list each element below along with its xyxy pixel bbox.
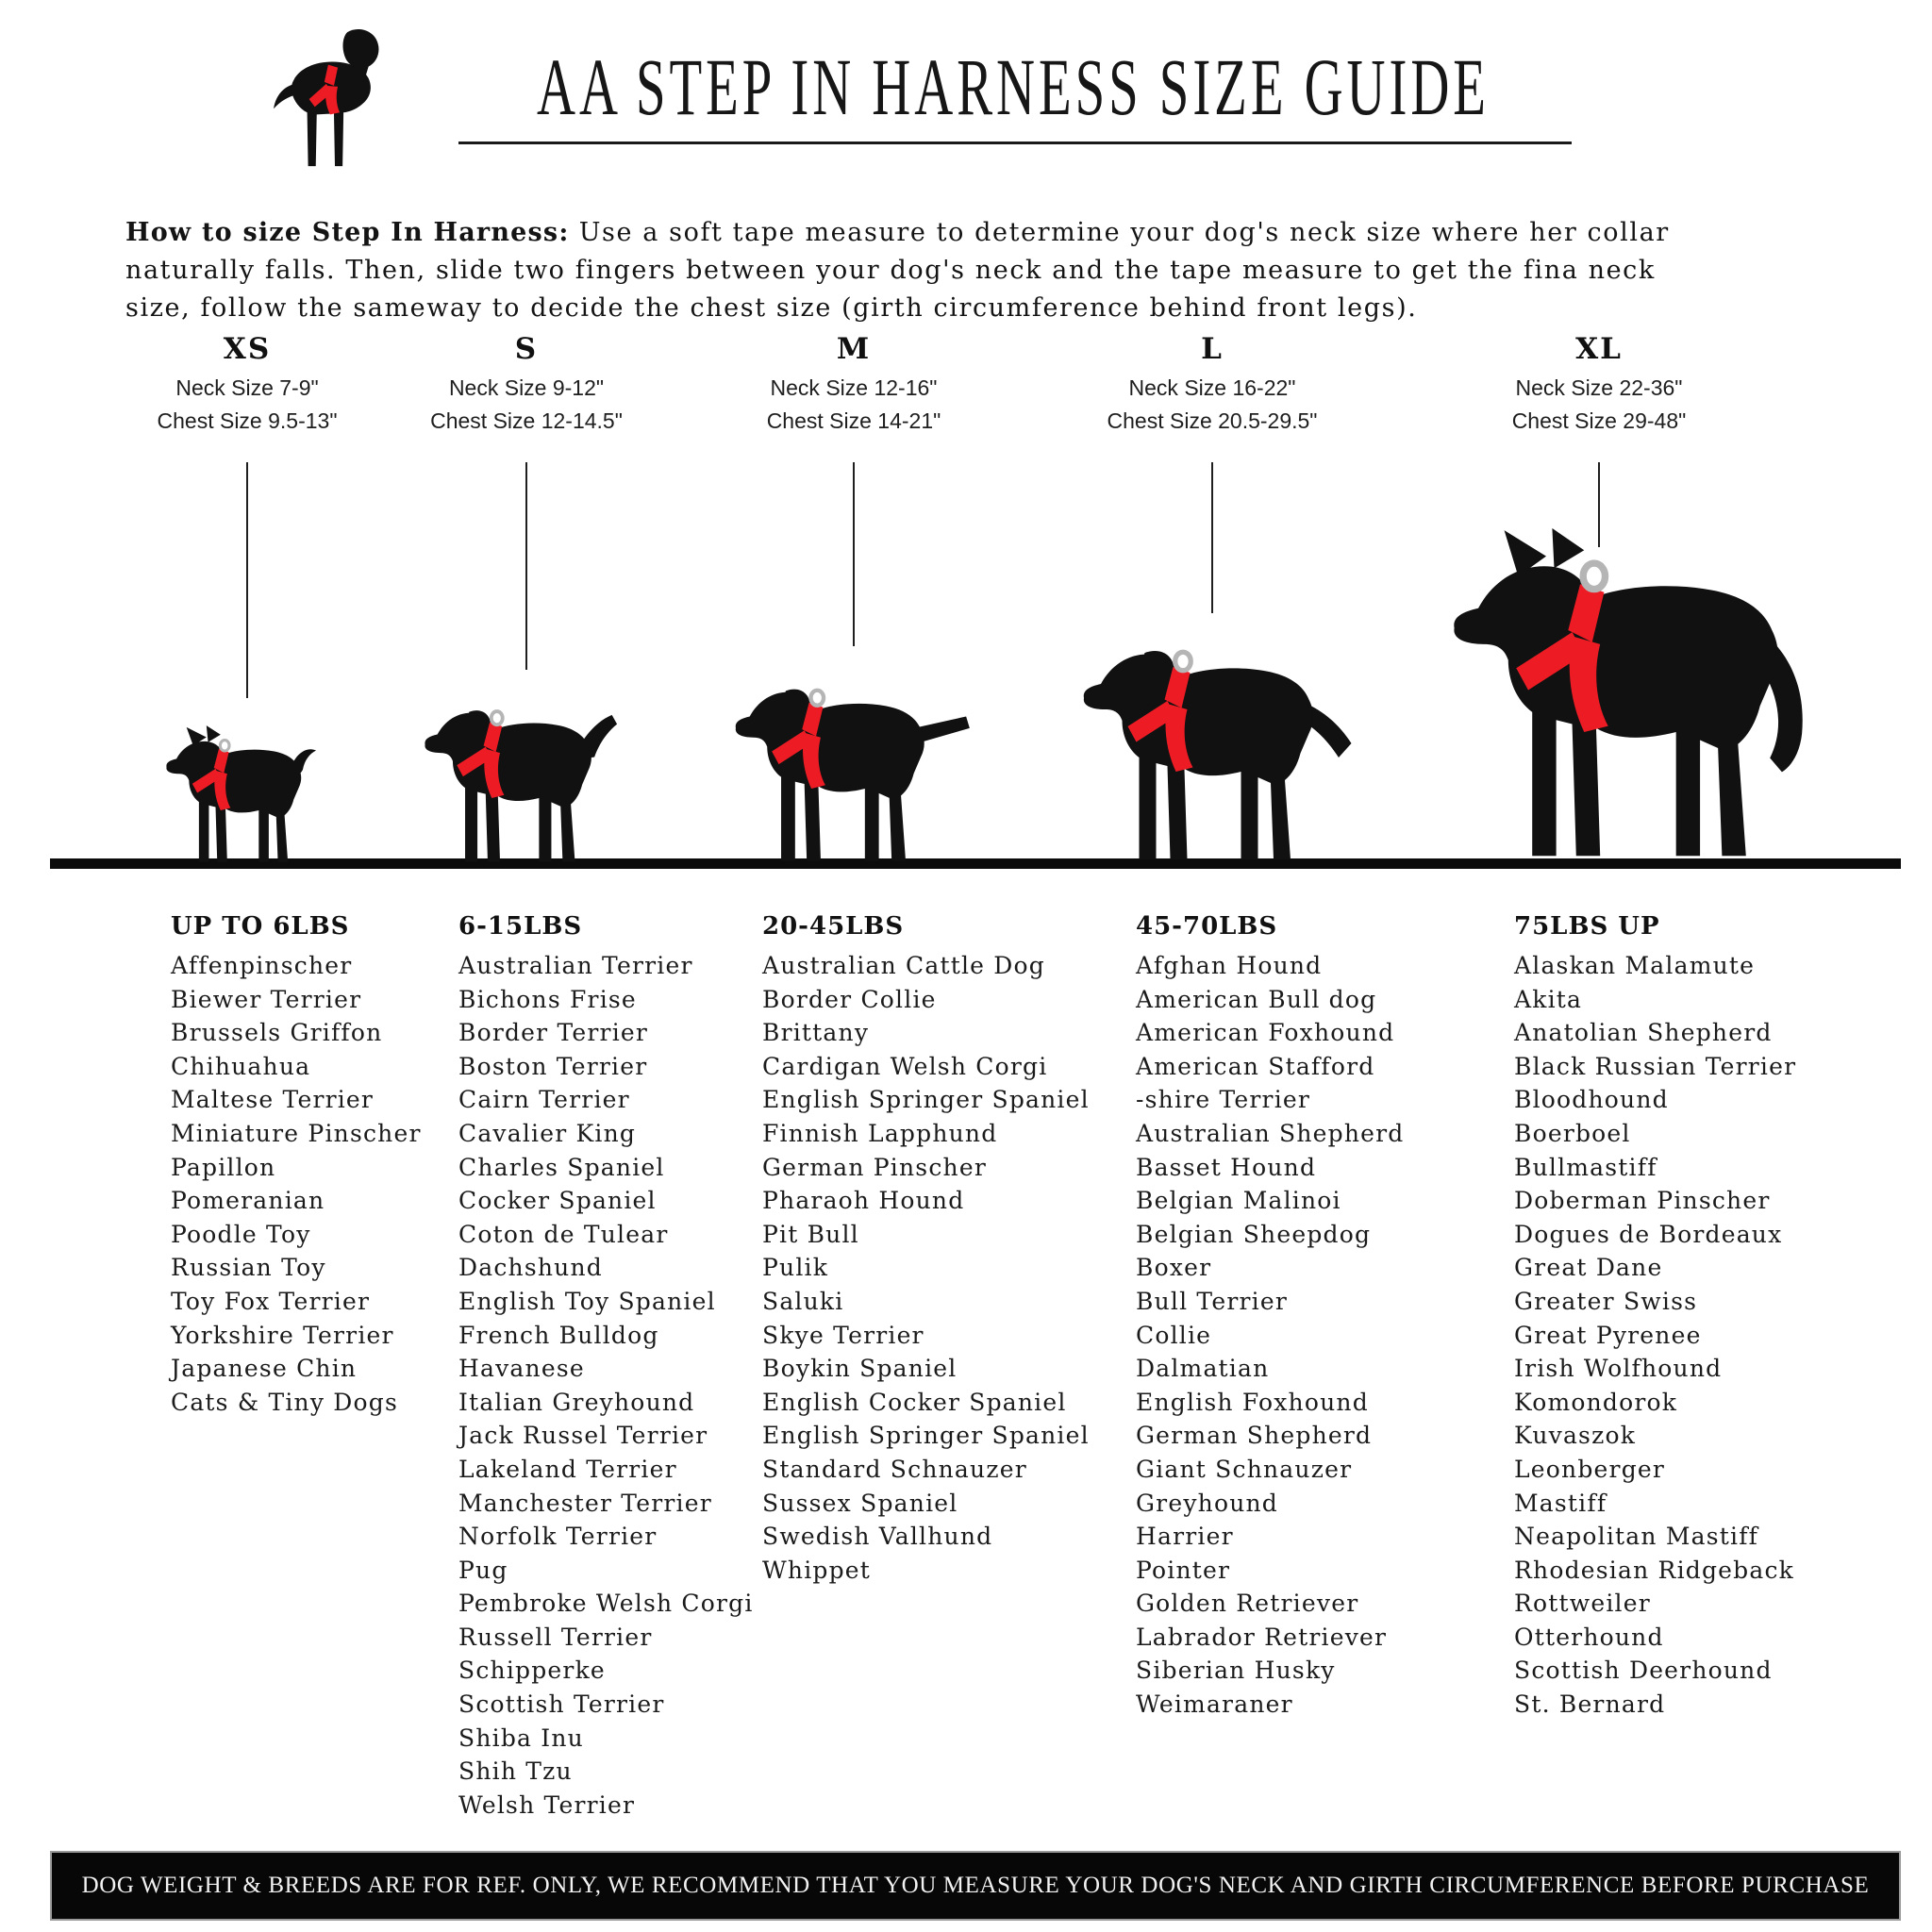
breed-item: Cocker Spaniel [458, 1187, 657, 1215]
breed-item: Akita [1514, 985, 1583, 1013]
harness-ring [1175, 652, 1191, 671]
breed-item: Sussex Spaniel [762, 1489, 958, 1517]
chest-size: Chest Size 9.5-13" [157, 408, 338, 433]
breed-item: Boerboel [1514, 1119, 1631, 1147]
breed-item: Cats & Tiny Dogs [171, 1388, 399, 1416]
breed-item: Charles Spaniel [458, 1153, 665, 1181]
breed-item: Australian Cattle Dog [762, 952, 1045, 979]
weight-header: 75LBS UP [1514, 912, 1660, 941]
breed-item: Lakeland Terrier [458, 1455, 677, 1483]
weight-header: 45-70LBS [1136, 912, 1278, 941]
breed-item: Rottweiler [1514, 1590, 1651, 1618]
breeds-col-l [1136, 909, 1494, 1722]
weight-header: UP TO 6LBS [171, 912, 350, 941]
size-col-s [366, 332, 687, 437]
breed-item: Great Dane [1514, 1254, 1663, 1282]
breed-item: Chihuahua [171, 1052, 311, 1080]
breed-item: Greyhound [1136, 1489, 1278, 1517]
pointer-line-m [853, 462, 855, 646]
breed-item: Jack Russel Terrier [458, 1422, 708, 1450]
breed-item: Dogues de Bordeaux [1514, 1220, 1783, 1248]
breed-item: Bull Terrier [1136, 1287, 1288, 1315]
neck-size: Neck Size 16-22" [1128, 375, 1296, 400]
harness-ring [810, 691, 824, 706]
neck-size: Neck Size 22-36" [1515, 375, 1683, 400]
breed-item: Weimaraner [1136, 1690, 1293, 1719]
breed-item: Greater Swiss [1514, 1287, 1698, 1315]
how-to-body: Use a soft tape measure to determine your dog's neck size where her collar naturally falls. Then, slide two fingers between your dog's neck and the tape measure to get the fina neck size, follow the sameway to decide the chest size (girth circumference behind front legs). [125, 218, 1670, 323]
dog-silhouette-s-icon [421, 693, 637, 868]
breed-item: Pharaoh Hound [762, 1187, 965, 1215]
breed-item: Poodle Toy [171, 1220, 311, 1248]
breed-item: Otterhound [1514, 1623, 1664, 1651]
breed-item: English Cocker Spaniel [762, 1388, 1067, 1416]
size-col-xs [87, 332, 408, 437]
breed-item: Boxer [1136, 1254, 1212, 1282]
breed-item: Saluki [762, 1287, 844, 1315]
breed-item: Japanese Chin [171, 1355, 358, 1383]
breed-item: St. Bernard [1514, 1690, 1666, 1719]
breed-item: Doberman Pinscher [1514, 1187, 1771, 1215]
breed-item: Labrador Retriever [1136, 1623, 1388, 1651]
breed-item: Great Pyrenee [1514, 1321, 1702, 1349]
breed-item: Miniature Pinscher [171, 1119, 422, 1147]
dog-silhouette-l-icon [1078, 627, 1375, 868]
breed-item: -shire Terrier [1136, 1086, 1311, 1114]
weight-header: 20-45LBS [762, 912, 905, 941]
dog-silhouette-m-icon [731, 670, 975, 868]
breed-item: Papillon [171, 1153, 276, 1181]
pointer-line-xs [246, 462, 248, 698]
neck-size: Neck Size 12-16" [770, 375, 938, 400]
dog-silhouette-xl-icon [1446, 528, 1866, 868]
breed-item: Cavalier King [458, 1119, 637, 1147]
disclaimer-bar [50, 1851, 1901, 1921]
breed-item: Scottish Deerhound [1514, 1657, 1773, 1685]
breed-item: German Shepherd [1136, 1422, 1373, 1450]
size-label: XS [223, 332, 272, 366]
breed-item: Pug [458, 1556, 508, 1584]
harness-ring [220, 741, 229, 751]
breed-item: Leonberger [1514, 1455, 1666, 1483]
breed-item: Irish Wolfhound [1514, 1355, 1723, 1383]
breed-item: Kuvaszok [1514, 1422, 1637, 1450]
breed-item: Pomeranian [171, 1187, 325, 1215]
breed-item: Harrier [1136, 1523, 1234, 1551]
dog-silhouette-s [421, 693, 637, 868]
pointer-line-l [1211, 462, 1213, 613]
breed-item: Welsh Terrier [458, 1790, 636, 1819]
breed-item: English Toy Spaniel [458, 1287, 716, 1315]
breed-item: Skye Terrier [762, 1321, 924, 1349]
breed-item: Swedish Vallhund [762, 1523, 993, 1551]
page-title: AA STEP IN HARNESS SIZE GUIDE [537, 42, 1490, 132]
size-col-m [693, 332, 1014, 437]
breed-item: Pembroke Welsh Corgi [458, 1590, 754, 1618]
breed-item: Collie [1136, 1321, 1212, 1349]
breed-item: Anatolian Shepherd [1514, 1019, 1773, 1047]
breed-item: Komondorok [1514, 1388, 1678, 1416]
breed-item: Coton de Tulear [458, 1220, 669, 1248]
neck-size: Neck Size 9-12" [448, 375, 605, 400]
chest-size: Chest Size 20.5-29.5" [1107, 408, 1318, 433]
breed-list [1136, 949, 1494, 1722]
breed-item: Rhodesian Ridgeback [1514, 1556, 1795, 1584]
breed-item: Affenpinscher [171, 952, 353, 979]
harness-ring [1583, 563, 1605, 590]
chest-size: Chest Size 14-21" [766, 408, 941, 433]
breed-item: Brittany [762, 1019, 870, 1047]
breed-item: Scottish Terrier [458, 1690, 665, 1719]
chest-size: Chest Size 12-14.5" [430, 408, 623, 433]
breed-item: Italian Greyhound [458, 1388, 695, 1416]
breed-item: Cairn Terrier [458, 1086, 630, 1114]
breed-item: German Pinscher [762, 1153, 987, 1181]
breed-item: Boykin Spaniel [762, 1355, 958, 1383]
dog-silhouette-l [1078, 627, 1375, 868]
breed-item: Border Terrier [458, 1019, 649, 1047]
breed-item: Dalmatian [1136, 1355, 1270, 1383]
size-label: M [836, 332, 872, 366]
breed-item: Border Collie [762, 985, 937, 1013]
breed-item: American Foxhound [1136, 1019, 1395, 1047]
breed-item: Norfolk Terrier [458, 1523, 658, 1551]
how-to-lead: How to size Step In Harness: [125, 218, 570, 247]
breed-item: Toy Fox Terrier [171, 1287, 371, 1315]
breed-item: Brussels Griffon [171, 1019, 383, 1047]
breeds-col-m [762, 909, 1121, 1587]
breed-item: English Foxhound [1136, 1388, 1369, 1416]
breed-item: Cardigan Welsh Corgi [762, 1052, 1048, 1080]
breed-item: Shiba Inu [458, 1724, 584, 1752]
breed-item: Maltese Terrier [171, 1086, 375, 1114]
breed-item: Bullmastiff [1514, 1153, 1657, 1181]
size-col-l [1052, 332, 1373, 437]
breed-item: Shih Tzu [458, 1757, 573, 1786]
breed-item: Biewer Terrier [171, 985, 362, 1013]
weight-header: 6-15LBS [458, 912, 583, 941]
breed-item: Neapolitan Mastiff [1514, 1523, 1759, 1551]
pointer-line-s [525, 462, 527, 670]
breed-item: Whippet [762, 1556, 872, 1584]
breed-item: Pointer [1136, 1556, 1231, 1584]
brand-logo [267, 25, 401, 172]
breed-item: Afghan Hound [1136, 952, 1323, 979]
harness-ring [491, 711, 503, 724]
breed-item: Golden Retriever [1136, 1590, 1359, 1618]
breed-item: Havanese [458, 1355, 585, 1383]
breed-item: Giant Schnauzer [1136, 1455, 1353, 1483]
dog-silhouette-xs [163, 725, 338, 867]
breed-item: Yorkshire Terrier [171, 1321, 394, 1349]
size-col-xl [1439, 332, 1759, 437]
breed-item: Standard Schnauzer [762, 1455, 1027, 1483]
breed-item: Australian Shepherd [1136, 1119, 1405, 1147]
neck-size: Neck Size 7-9" [175, 375, 319, 400]
breed-item: Alaskan Malamute [1514, 952, 1756, 979]
breed-item: Russell Terrier [458, 1623, 653, 1651]
breed-item: Belgian Sheepdog [1136, 1220, 1372, 1248]
breed-item: Australian Terrier [458, 952, 693, 979]
breed-item: Russian Toy [171, 1254, 326, 1282]
breed-item: Bichons Frise [458, 985, 637, 1013]
breed-list [762, 949, 1121, 1587]
breeds-col-xl [1514, 909, 1873, 1722]
title-underline [458, 142, 1572, 144]
breed-item: Belgian Malinoi [1136, 1187, 1341, 1215]
size-label: XL [1575, 332, 1623, 366]
size-label: S [514, 332, 539, 366]
breed-item: English Springer Spaniel [762, 1422, 1090, 1450]
breed-item: Siberian Husky [1136, 1657, 1336, 1685]
dog-silhouette-xl [1446, 528, 1866, 868]
dog-silhouette-xs-icon [163, 725, 338, 867]
breed-item: American Stafford [1136, 1052, 1375, 1080]
breed-list [1514, 949, 1873, 1722]
breed-item: American Bull dog [1136, 985, 1377, 1013]
breed-item: Mastiff [1514, 1489, 1607, 1517]
breed-item: French Bulldog [458, 1321, 659, 1349]
breed-item: Pit Bull [762, 1220, 859, 1248]
breed-item: Schipperke [458, 1657, 606, 1685]
chest-size: Chest Size 29-48" [1511, 408, 1687, 433]
how-to-paragraph [125, 214, 1720, 327]
breed-item: Finnish Lapphund [762, 1119, 998, 1147]
breed-item: Pulik [762, 1254, 829, 1282]
dog-with-harness-logo-icon [267, 25, 401, 173]
breed-item: Dachshund [458, 1254, 603, 1282]
size-label: L [1201, 332, 1224, 366]
disclaimer-text: DOG WEIGHT & BREEDS ARE FOR REF. ONLY, WE RECOMMEND THAT YOU MEASURE YOUR DOG'S NECK AND GIRTH CIRCUMFERENCE BEFORE PURCHASE [81, 1873, 1870, 1898]
breed-item: Basset Hound [1136, 1153, 1317, 1181]
dog-silhouette-m [731, 670, 975, 868]
breed-item: Black Russian Terrier [1514, 1052, 1797, 1080]
breed-item: English Springer Spaniel [762, 1086, 1090, 1114]
breed-item: Bloodhound [1514, 1086, 1669, 1114]
breed-item: Boston Terrier [458, 1052, 648, 1080]
breed-item: Manchester Terrier [458, 1489, 712, 1517]
